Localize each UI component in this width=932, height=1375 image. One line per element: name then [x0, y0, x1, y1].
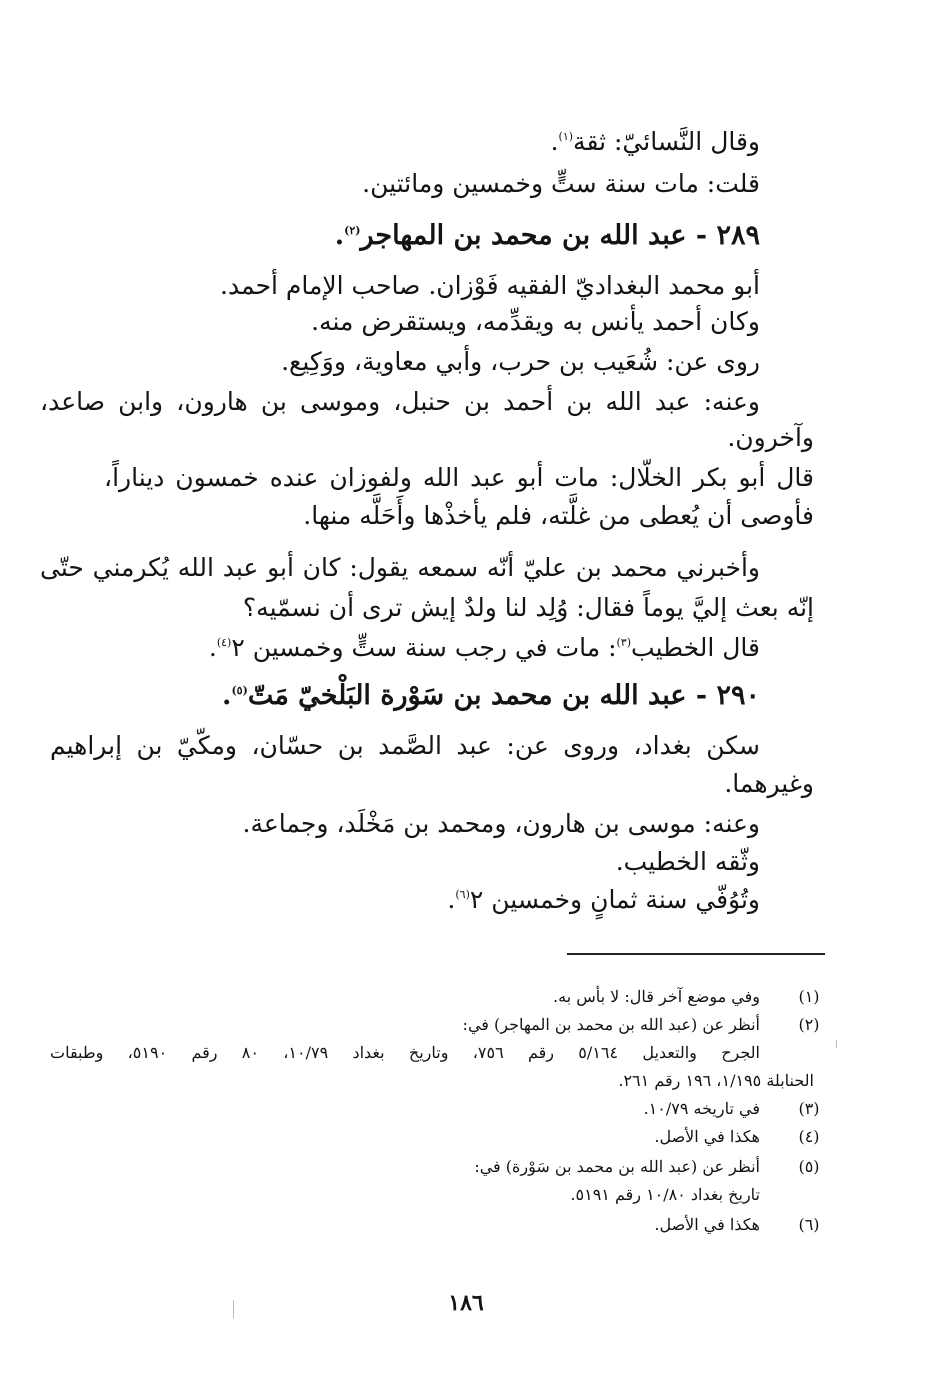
footnote-ref[interactable]: (٥)	[231, 684, 248, 697]
text-line: روى عن: شُعَيب بن حرب، وأبي معاوية، ووَكِيع.	[281, 347, 760, 376]
footnote-number: (٤)	[798, 1127, 820, 1146]
text-line: فأوصى أن يُعطى من غلَّته، فلم يأخذْها وأَحَلَّه منها.	[303, 501, 814, 530]
text-line: وآخرون.	[727, 423, 814, 452]
text-line: قلت: مات سنة ستٍّ وخمسين ومائتين.	[362, 169, 760, 198]
footnote-6	[0, 1212, 932, 1238]
footnote-ref[interactable]: (٦)	[455, 888, 470, 901]
footnote-separator	[567, 953, 825, 955]
footnote-5-cont: تاريخ بغداد ١٠/٨٠ رقم ٥١٩١.	[570, 1185, 760, 1204]
footnote-number: (٦)	[798, 1215, 820, 1234]
text-line: وعنه: موسى بن هارون، ومحمد بن مَخْلَد، وجماعة.	[242, 809, 760, 838]
footnote-4	[0, 1124, 932, 1150]
footnote-3	[0, 1096, 932, 1122]
text-line: سكن بغداد، وروى عن: عبد الصَّمد بن حسّان، ومكّيّ بن إبراهيم	[50, 731, 760, 760]
footnote-ref[interactable]: (١)	[558, 130, 574, 143]
footnote-text: هكذا في الأصل.	[654, 1127, 760, 1146]
footnote-1	[0, 984, 932, 1010]
text-line: وكان أحمد يأنس به ويقدِّمه، ويستقرض منه.	[311, 307, 760, 336]
footnote-number: (١)	[798, 987, 820, 1006]
footnote-5	[0, 1154, 932, 1180]
footnote-text: أنظر عن (عبد الله بن محمد بن المهاجر) في:	[462, 1015, 760, 1034]
footnote-2	[0, 1012, 932, 1038]
footnote-ref[interactable]: (٣)	[616, 636, 632, 649]
scan-mark	[233, 1300, 234, 1318]
footnote-2-cont: الجرح والتعديل ٥/١٦٤ رقم ٧٥٦، وتاريخ بغداد ١٠/٧٩، ٨٠ رقم ٥١٩٠، وطبقات	[50, 1043, 761, 1062]
footnote-text: أنظر عن (عبد الله بن محمد بن سَوْرة) في:	[474, 1157, 760, 1176]
footnote-text: في تاريخه ١٠/٧٩.	[643, 1099, 760, 1118]
text-line: أبو محمد البغداديّ الفقيه فَوْزان. صاحب الإمام أحمد.	[220, 271, 760, 300]
footnote-text: وفي موضع آخر قال: لا بأس به.	[553, 987, 760, 1006]
text-line: وقال النَّسائيّ: ثقة$^{(١)}$.	[550, 127, 760, 156]
text-line: وأخبرني محمد بن عليّ أنّه سمعه يقول: كان أبو عبد الله يُكرمني حتّى	[40, 553, 760, 582]
text-line: وعنه: عبد الله بن أحمد بن حنبل، وموسى بن هارون، وابن صاعد،	[40, 387, 760, 416]
scan-mark	[836, 1040, 837, 1048]
footnote-text: هكذا في الأصل.	[654, 1215, 760, 1234]
text-line: وثّقه الخطيب.	[615, 847, 760, 876]
footnote-ref[interactable]: (٢)	[344, 224, 361, 237]
footnote-number: (٢)	[798, 1015, 820, 1034]
text-line: قال الخطيب$^{(٣)}$: مات في رجب سنة ستٍّ وخمسين ٢$^{(٤)}$.	[208, 633, 760, 662]
footnote-number: (٥)	[798, 1157, 820, 1176]
footnote-ref[interactable]: (٤)	[216, 636, 232, 649]
text-line: وتُوُفّي سنة ثمانٍ وخمسين ٢$^{(٦)}$.	[447, 885, 760, 914]
footnote-2-cont: الحنابلة ١/١٩٥، ١٩٦ رقم ٢٦١.	[618, 1071, 814, 1090]
entry-heading-289: ٢٨٩ - عبد الله بن محمد بن المهاجر$^{(٢)}$.	[334, 220, 760, 251]
text-line: إنّه بعث إليَّ يوماً فقال: وُلِد لنا ولدٌ إيش ترى أن نسمّيه؟	[242, 593, 814, 622]
entry-heading-290: ٢٩٠ - عبد الله بن محمد بن سَوْرة البَلْخيّ مَتّ$^{(٥)}$.	[222, 680, 760, 711]
text-line: وغيرهما.	[724, 769, 814, 798]
footnote-number: (٣)	[798, 1099, 820, 1118]
page-number: ١٨٦	[448, 1290, 484, 1316]
text-line: قال أبو بكر الخلّال: مات أبو عبد الله ولفوزان عنده خمسون ديناراً،	[104, 463, 814, 492]
